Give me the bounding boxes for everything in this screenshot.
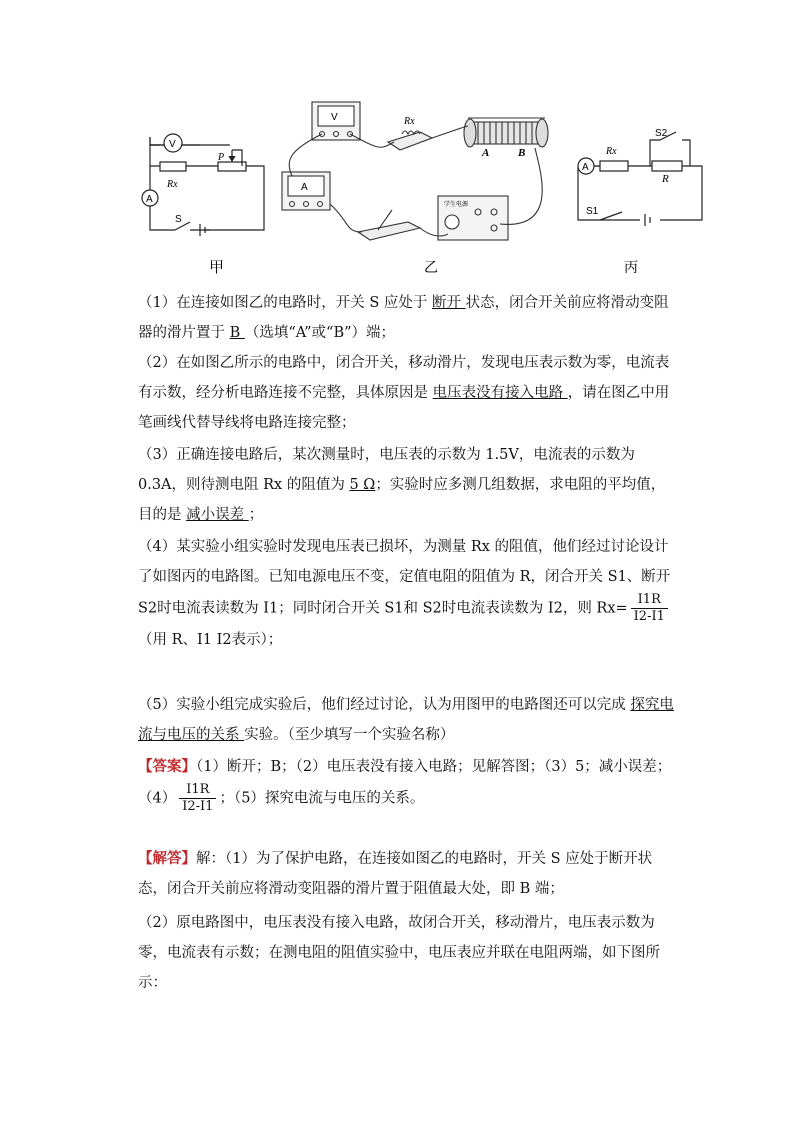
question-5: [138, 690, 678, 750]
q5-answer: 探究电流与电压的关系: [138, 697, 674, 743]
q4-fraction-denominator: I2-I1: [633, 609, 665, 624]
jia-switch-label: S: [175, 214, 182, 225]
q3-text-c: ；: [248, 507, 264, 523]
q1-text-c: （选填“A”或“B”）端；: [244, 325, 396, 341]
q4-fraction: [631, 592, 668, 625]
circuit-jia: [142, 134, 264, 236]
question-2: [138, 348, 678, 438]
caption-bing: 丙: [624, 260, 638, 276]
solution-block: [138, 844, 678, 904]
q4-fraction-numerator: I1R: [631, 592, 668, 609]
q5-text-a: （5）实验小组完成实验后，他们经过讨论，认为用图甲的电路图还可以完成: [138, 697, 631, 713]
jia-ammeter-label: A: [146, 194, 153, 205]
yi-rx-label: Rx: [404, 116, 415, 127]
q2-answer: 电压表没有接入电路: [432, 385, 568, 401]
answer-tag: 【答案】: [138, 758, 196, 775]
answer-text-a: （1）断开；B；（2）电压表没有接入电路；见解答图；（3）5；减小误差；（4）: [138, 759, 672, 807]
bing-s2-label: S2: [655, 128, 668, 139]
jia-voltmeter-label: V: [169, 139, 176, 150]
q4-text-b: （用 R、I1 I2表示）；: [138, 632, 283, 648]
question-4: [138, 532, 678, 655]
yi-end-a-label: A: [482, 147, 490, 159]
answer-fraction: [179, 782, 216, 815]
q1-answer-2: B: [229, 325, 245, 341]
solution-tag: 【解答】: [138, 850, 196, 867]
bing-s1-label: S1: [586, 206, 599, 217]
q3-text-b: ；实验时应多测几组数据，求电阻的平均值，目的是: [138, 477, 666, 523]
q1-text-b: 状态，闭合开关前应将滑动变阻器的滑片置于: [138, 295, 669, 341]
answer-block: [138, 752, 678, 815]
bing-ammeter-label: A: [582, 162, 589, 173]
q4-text-a: （4）某实验小组实验时发现电压表已损坏，为测量 Rx 的阻值，他们经过讨论设计了如图丙的电路图。已知电源电压不变，定值电阻的阻值为 R，闭合开关 S1、断开 S2时电流表读数为 I1；同时闭合开关 S1和 S2时电流表读数为 I2，则 Rx=: [138, 539, 671, 617]
q3-answer-1: 5 Ω: [349, 477, 376, 493]
solution-part-2: [138, 908, 678, 998]
q5-text-b: 实验。（至少填写一个实验名称）: [244, 727, 455, 743]
q3-text-a: （3）正确连接电路后，某次测量时，电压表的示数为 1.5V，电流表的示数为 0.3A，则待测电阻 Rx 的阻值为: [138, 447, 635, 493]
bing-rx-label: Rx: [606, 146, 617, 157]
q3-answer-2: 减小误差: [186, 507, 249, 523]
caption-yi: 乙: [424, 260, 438, 276]
yi-voltmeter-label: V: [331, 112, 338, 123]
q1-text-a: （1）在连接如图乙的电路时，开关 S 应处于: [138, 295, 432, 311]
answer-fraction-denominator: I2-I1: [182, 799, 214, 814]
question-1: [138, 288, 678, 348]
yi-ammeter-label: A: [301, 182, 308, 193]
circuit-figures: [0, 0, 794, 290]
question-3: [138, 440, 678, 530]
jia-p-label: P: [218, 152, 225, 163]
circuit-yi: [282, 102, 548, 240]
q2-text-a: （2）在如图乙所示的电路中，闭合开关，移动滑片，发现电压表示数为零，电流表有示数，经分析电路连接不完整，具体原因是: [138, 355, 670, 401]
q2-text-b: ，请在图乙中用笔画线代替导线将电路连接完整；: [138, 385, 670, 431]
caption-jia: 甲: [209, 258, 225, 276]
answer-fraction-numerator: I1R: [179, 782, 216, 799]
q1-answer-1: 断开: [432, 295, 466, 311]
yi-power-label: 学生电源: [444, 201, 469, 208]
jia-rx-label: Rx: [167, 179, 178, 190]
bing-r-label: R: [662, 173, 669, 185]
solution-text-a: 解：（1）为了保护电路，在连接如图乙的电路时，开关 S 应处于断开状态，闭合开关前应将滑动变阻器的滑片置于阻值最大处，即 B 端；: [138, 851, 653, 897]
solution-text-b: （2）原电路图中，电压表没有接入电路，故闭合开关，移动滑片，电压表示数为零，电流表有示数；在测电阻的阻值实验中，电压表应并联在电阻两端，如下图所示：: [138, 915, 660, 991]
answer-text-b: ；（5）探究电流与电压的关系。: [219, 790, 425, 807]
yi-end-b-label: B: [518, 147, 526, 159]
